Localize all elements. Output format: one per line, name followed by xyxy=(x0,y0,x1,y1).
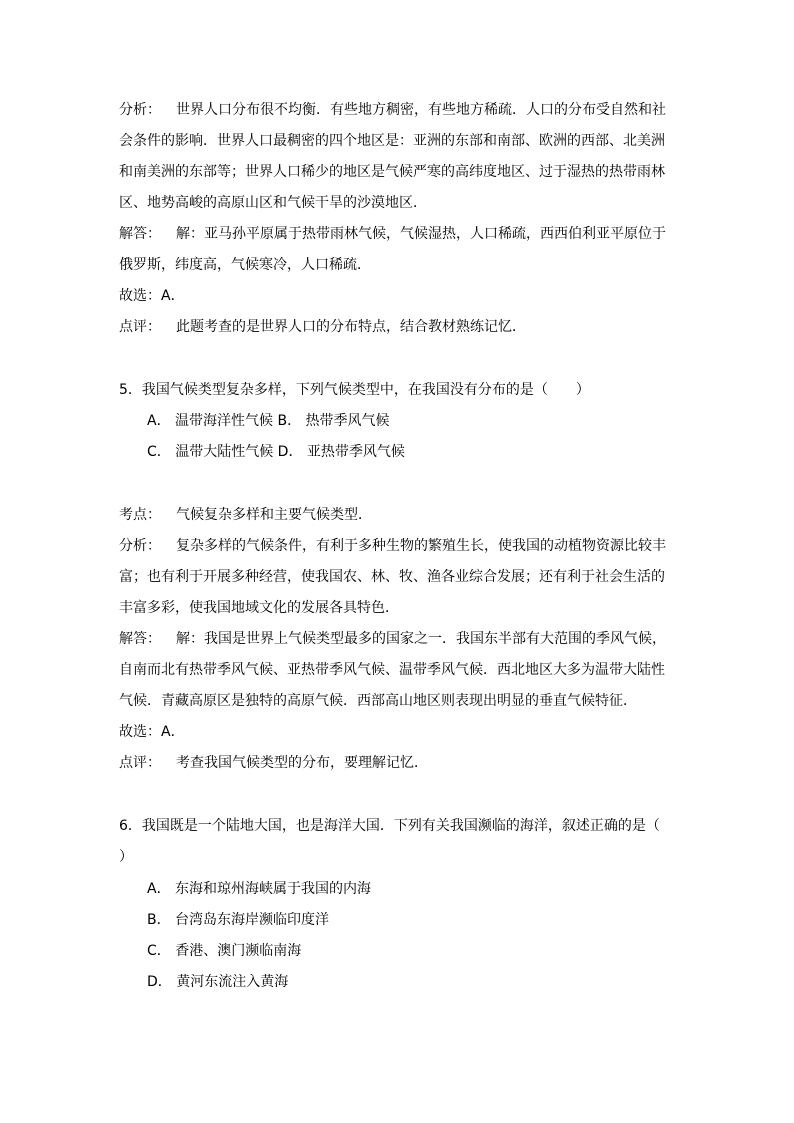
analysis-text-line: 世界人口分布很不均衡．有些地方稠密，有些地方稀疏．人口的分布受自然和社 xyxy=(176,102,666,118)
analysis-text-line: 和南美洲的东部等；世界人口稀少的地区是气候严寒的高纬度地区、过于湿热的热带雨林 xyxy=(119,164,665,180)
analysis-text-line: 富；也有利于开展多种经营，使我国农、林、牧、渔各业综合发展；还有利于社会生活的 xyxy=(119,569,665,585)
analysis-text-line: 区、地势高峻的高原山区和气候干旱的沙漠地区． xyxy=(119,195,427,211)
comment-label: 点评： xyxy=(119,755,161,771)
question-5-options-row: C． 温带大陆性气候 D． 亚热带季风气候 xyxy=(147,444,405,460)
analysis-text-line: 会条件的影响．世界人口最稠密的四个地区是：亚洲的东部和南部、欧洲的西部、北美洲 xyxy=(119,133,665,149)
comment-label: 点评： xyxy=(119,319,161,335)
question-6-stem-continuation: ） xyxy=(119,849,133,865)
answer-text-line: 自南而北有热带季风气候、亚热带季风气候、温带季风气候．西北地区大多为温带大陆性 xyxy=(119,662,665,678)
comment-text: 此题考查的是世界人口的分布特点，结合教材熟练记忆． xyxy=(176,319,526,335)
analysis-text-line: 丰富多彩，使我国地域文化的发展各具特色． xyxy=(119,600,399,616)
question-5-options-row: A． 温带海洋性气候 B． 热带季风气候 xyxy=(147,413,390,429)
answer-text-line: 解：我国是世界上气候类型最多的国家之一．我国东半部有大范围的季风气候， xyxy=(176,631,666,647)
analysis-label: 分析： xyxy=(119,102,161,118)
point-label: 考点： xyxy=(119,507,161,523)
question-6-stem: 6．我国既是一个陆地大国，也是海洋大国．下列有关我国濒临的海洋，叙述正确的是（ xyxy=(119,818,660,834)
answer-text-line: 气候．青藏高原区是独特的高原气候．西部高山地区则表现出明显的垂直气候特征． xyxy=(119,693,637,709)
point-text: 气候复杂多样和主要气候类型． xyxy=(176,507,372,523)
question-6-option: D． 黄河东流注入黄海 xyxy=(147,974,289,990)
analysis-label: 分析： xyxy=(119,538,161,554)
question-6-option: B． 台湾岛东海岸濒临印度洋 xyxy=(147,912,330,928)
answer-label: 解答： xyxy=(119,631,161,647)
analysis-text-line: 复杂多样的气候条件，有利于多种生物的繁殖生长，使我国的动植物资源比较丰 xyxy=(176,538,666,554)
comment-text: 考查我国气候类型的分布，要理解记忆． xyxy=(176,755,428,771)
answer-label: 解答： xyxy=(119,226,161,242)
choice-text: 故选：A． xyxy=(119,288,185,304)
question-5-stem: 5．我国气候类型复杂多样，下列气候类型中，在我国没有分布的是（ ） xyxy=(119,382,590,398)
choice-text: 故选：A． xyxy=(119,724,185,740)
question-6-option: A． 东海和琼州海峡属于我国的内海 xyxy=(147,881,372,897)
answer-text-line: 解：亚马孙平原属于热带雨林气候，气候湿热，人口稀疏，西西伯利亚平原位于 xyxy=(176,226,666,242)
question-6-option: C． 香港、澳门濒临南海 xyxy=(147,943,302,959)
answer-text-line: 俄罗斯，纬度高，气候寒冷，人口稀疏． xyxy=(119,257,371,273)
